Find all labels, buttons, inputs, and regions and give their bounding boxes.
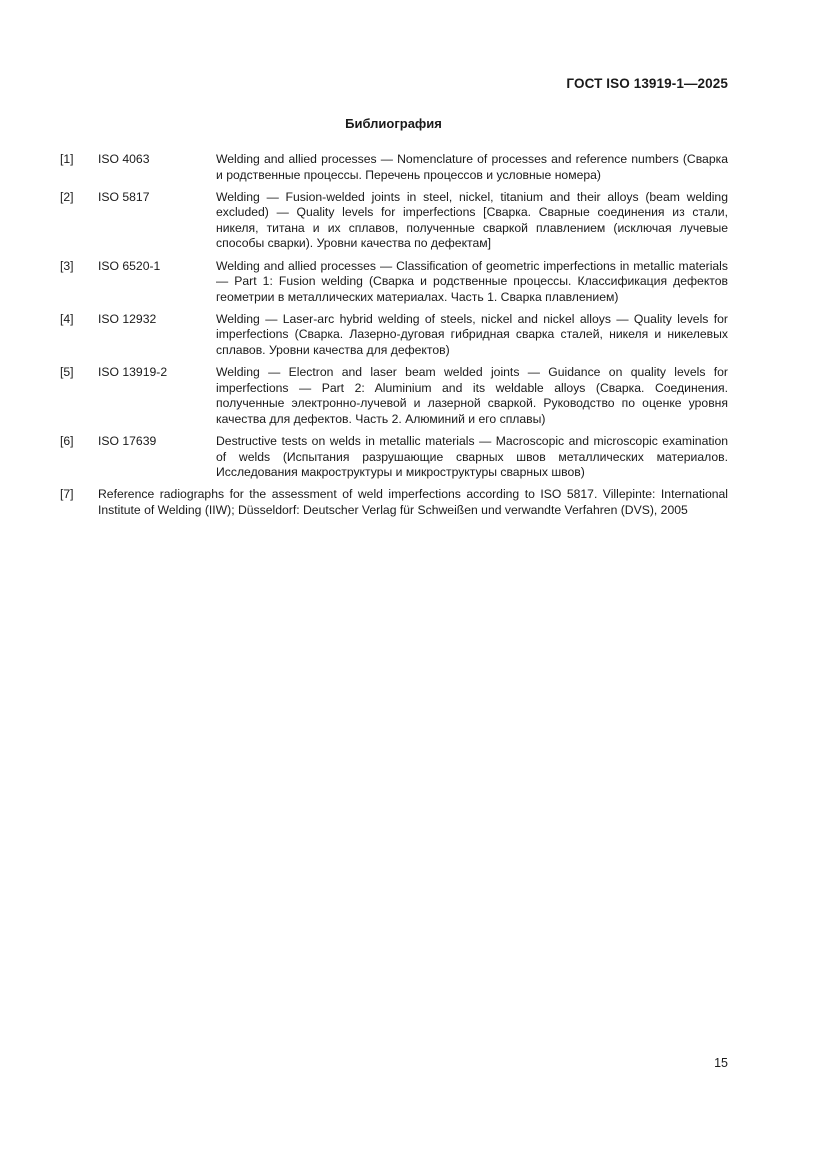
reference-standard-code: ISO 12932 [98,311,157,326]
reference-number: [6] [60,434,74,448]
reference-item [60,190,728,252]
bibliography-title: Библиография [345,116,442,131]
reference-text: Welding and allied processes — Nomenclature of processes and reference numbers (Сварка и родственные процессы. Перечень процессов и условные номера) [216,152,728,182]
reference-standard-code: ISO 17639 [98,434,157,448]
document-id-header: ГОСТ ISO 13919-1—2025 [566,76,728,91]
reference-number: [5] [60,365,74,380]
reference-standard-code: ISO 6520-1 [98,258,161,273]
reference-item [60,259,728,306]
reference-item [60,487,728,518]
reference-text: Welding — Fusion-welded joints in steel, nickel, titanium and their alloys (beam welding excluded) — Quality levels for imperfections [Сварка. Сварные соединения из стали, никеля, титана и их сплавов, полученные сваркой плавлением (исключая лучевые способы сварки). Уровни качества по дефектам] [216,189,728,251]
reference-number: [1] [60,152,74,166]
reference-standard-code: ISO 5817 [98,189,150,204]
reference-text: Welding — Laser-arc hybrid welding of steels, nickel and nickel alloys — Quality levels for imperfections (Сварка. Лазерно-дуговая гибридная сварка сталей, никеля и никелевых сплавов. Уровни качества для дефектов) [216,311,728,358]
reference-text: Welding and allied processes — Classification of geometric imperfections in metallic materials — Part 1: Fusion welding (Сварка и родственные процессы. Классификация дефектов геометрии в металлических материалах. Часть 1. Сварка плавлением) [216,258,728,304]
reference-standard-code: ISO 13919-2 [98,365,168,380]
reference-standard-code: ISO 4063 [98,152,150,166]
reference-item [60,365,728,427]
reference-item [60,312,728,359]
reference-number: [3] [60,258,74,273]
reference-number: [4] [60,311,74,326]
reference-text: Reference radiographs for the assessment of weld imperfections according to ISO 5817. Villepinte: International Institute of Welding (IIW); Düsseldorf: Deutscher Verlag für Schweißen und verwandte Verfahren (DVS), 2005 [98,487,728,517]
page-number: 15 [714,1056,728,1070]
reference-list [60,152,728,525]
reference-text: Destructive tests on welds in metallic materials — Macroscopic and microscopic examination of welds (Испытания разрушающие сварных швов металлических материалов. Исследования макроструктуры и микроструктуры сварных швов) [216,434,728,480]
reference-text: Welding — Electron and laser beam welded joints — Guidance on quality levels for imperfections — Part 2: Aluminium and its weldable alloys (Сварка. Соединения. полученные электронно-лучевой и лазерной сваркой. Руководство по оценке уровня качества для дефектов. Часть 2. Алюминий и его сплавы) [216,365,728,426]
reference-number: [7] [60,487,74,502]
reference-item [60,434,728,481]
reference-number: [2] [60,189,74,204]
reference-item [60,152,728,183]
